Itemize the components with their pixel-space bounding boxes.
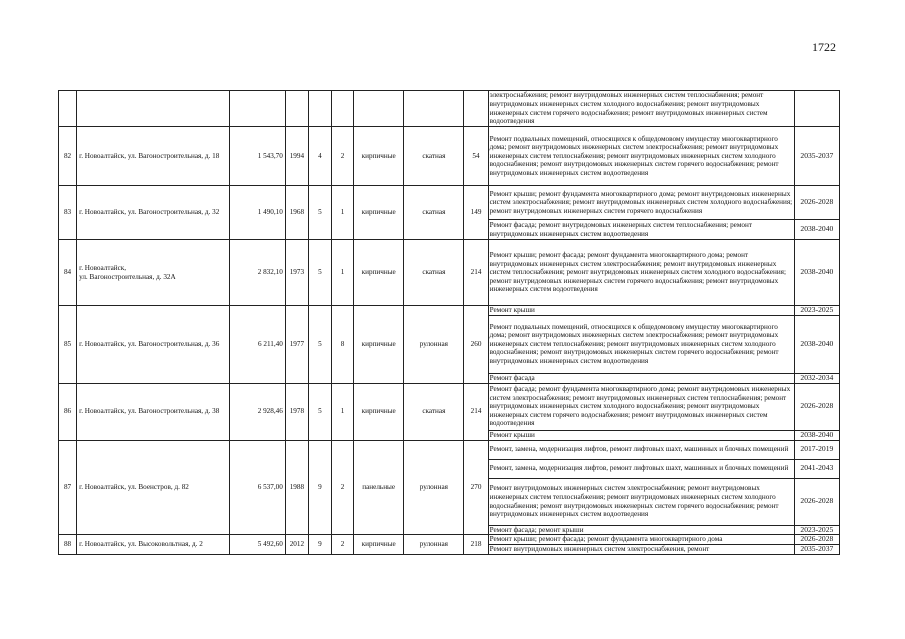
house-address: г. Новоалтайск, ул. Высоковольтная, д. 2 bbox=[77, 535, 230, 555]
house-floors: 5 bbox=[308, 306, 331, 384]
house-entrances: 1 bbox=[332, 383, 354, 440]
work-description: Ремонт подвальных помещений, относящихся к общедомовому имуществу многоквартирного дома; ремонт внутридомовых инженерных систем электроснабжения; ремонт внутридомовых инженерных систем теплоснабжения; ремонт внутридомовых инженерных систем холодного водоснабжения; ремонт внутридомовых инженерных систем горячего водоснабжения; ремонт внутридомовых инженерных систем водоотведения bbox=[488, 315, 794, 373]
house-entrances: 2 bbox=[332, 127, 354, 186]
house-year: 1973 bbox=[285, 240, 308, 306]
house-floors: 4 bbox=[308, 127, 331, 186]
house-area: 2 832,10 bbox=[229, 240, 285, 306]
house-entrances: 1 bbox=[332, 240, 354, 306]
work-description: Ремонт, замена, модернизация лифтов, ремонт лифтовых шахт, машинных и блочных помещений bbox=[488, 440, 794, 459]
house-floors: 5 bbox=[308, 383, 331, 440]
house-number: 86 bbox=[59, 383, 77, 440]
work-description: Ремонт фасада; ремонт фундамента многоквартирного дома; ремонт внутридомовых инженерных систем электроснабжения; ремонт внутридомовых инженерных систем теплоснабжения; ремонт внутридомовых инженерных систем холодного водоснабжения; ремонт внутридомовых инженерных систем горячего водоснабжения; ремонт внутридомовых инженерных систем водоотведения bbox=[488, 383, 794, 430]
work-period: 2026-2028 bbox=[794, 535, 839, 545]
house-entrances: 8 bbox=[332, 306, 354, 384]
work-description: Ремонт фасада; ремонт крыши bbox=[488, 525, 794, 535]
work-description: Ремонт крыши; ремонт фундамента многоквартирного дома; ремонт внутридомовых инженерных систем электроснабжения; ремонт внутридомовых инженерных систем холодного водоснабжения; ремонт внутридомовых инженерных систем горячего водоснабжения bbox=[488, 186, 794, 220]
house-year: 1978 bbox=[285, 383, 308, 440]
repair-schedule-table bbox=[58, 90, 840, 555]
house-number: 85 bbox=[59, 306, 77, 384]
house-entrances: 2 bbox=[332, 535, 354, 555]
roof-type: рулонная bbox=[404, 306, 464, 384]
house-floors: 9 bbox=[308, 440, 331, 535]
work-period: 2035-2037 bbox=[794, 127, 839, 186]
page-number: 1722 bbox=[812, 40, 836, 54]
work-period: 2041-2043 bbox=[794, 459, 839, 478]
house-entrances: 2 bbox=[332, 440, 354, 535]
house-address: г. Новоалтайск, ул. Вагоностроительная, д. 32 bbox=[77, 186, 230, 240]
house-year: 2012 bbox=[285, 535, 308, 555]
house-number: 82 bbox=[59, 127, 77, 186]
house-floors bbox=[308, 91, 331, 127]
house-year: 1994 bbox=[285, 127, 308, 186]
work-description: Ремонт крыши bbox=[488, 306, 794, 316]
work-period: 2038-2040 bbox=[794, 240, 839, 306]
house-area bbox=[229, 91, 285, 127]
table-row bbox=[59, 306, 840, 316]
wall-material: кирпичные bbox=[354, 127, 404, 186]
work-period: 2023-2025 bbox=[794, 525, 839, 535]
work-description: Ремонт крыши; ремонт фасада; ремонт фундамента многоквартирного дома bbox=[488, 535, 794, 545]
house-address: г. Новоалтайск, ул. Вагоностроительная, д. 36 bbox=[77, 306, 230, 384]
house-number bbox=[59, 91, 77, 127]
house-floors: 5 bbox=[308, 186, 331, 240]
work-description: Ремонт крыши; ремонт фасада; ремонт фундамента многоквартирного дома; ремонт внутридомовых инженерных систем электроснабжения; ремонт внутридомовых инженерных систем теплоснабжения; ремонт внутридомовых инженерных систем холодного водоснабжения; ремонт внутридомовых инженерных систем горячего водоснабжения; ремонт внутридомовых инженерных систем водоотведения bbox=[488, 240, 794, 306]
table-row bbox=[59, 383, 840, 430]
table-row bbox=[59, 186, 840, 220]
house-floors: 9 bbox=[308, 535, 331, 555]
house-area: 1 543,70 bbox=[229, 127, 285, 186]
work-period: 2017-2019 bbox=[794, 440, 839, 459]
residents-count: 270 bbox=[464, 440, 488, 535]
house-entrances: 1 bbox=[332, 186, 354, 240]
house-area: 1 490,10 bbox=[229, 186, 285, 240]
work-description: электроснабжения; ремонт внутридомовых инженерных систем теплоснабжения; ремонт внутридомовых инженерных систем холодного водоснабжения; ремонт внутридомовых инженерных систем горячего водоснабжения; ремонт внутридомовых инженерных систем водоотведения bbox=[488, 91, 794, 127]
work-description: Ремонт, замена, модернизация лифтов, ремонт лифтовых шахт, машинных и блочных помещений bbox=[488, 459, 794, 478]
roof-type: скатная bbox=[404, 127, 464, 186]
house-year: 1977 bbox=[285, 306, 308, 384]
house-address: г. Новоалтайск, ул. Вагоностроительная, д. 32А bbox=[77, 240, 230, 306]
table-row bbox=[59, 127, 840, 186]
work-description: Ремонт подвальных помещений, относящихся к общедомовому имуществу многоквартирного дома; ремонт внутридомовых инженерных систем электроснабжения; ремонт внутридомовых инженерных систем теплоснабжения; ремонт внутридомовых инженерных систем холодного водоснабжения; ремонт внутридомовых инженерных систем горячего водоснабжения; ремонт внутридомовых инженерных систем водоотведения bbox=[488, 127, 794, 186]
work-description: Ремонт фасада bbox=[488, 373, 794, 383]
wall-material: кирпичные bbox=[354, 186, 404, 240]
residents-count: 149 bbox=[464, 186, 488, 240]
wall-material: кирпичные bbox=[354, 240, 404, 306]
house-entrances bbox=[332, 91, 354, 127]
work-period: 2032-2034 bbox=[794, 373, 839, 383]
residents-count: 260 bbox=[464, 306, 488, 384]
residents-count: 214 bbox=[464, 240, 488, 306]
house-area: 6 211,40 bbox=[229, 306, 285, 384]
work-description: Ремонт крыши bbox=[488, 430, 794, 440]
table-row bbox=[59, 240, 840, 306]
roof-type: скатная bbox=[404, 240, 464, 306]
wall-material: кирпичные bbox=[354, 383, 404, 440]
work-period: 2038-2040 bbox=[794, 430, 839, 440]
house-area: 5 492,60 bbox=[229, 535, 285, 555]
table-row bbox=[59, 440, 840, 459]
house-year: 1968 bbox=[285, 186, 308, 240]
residents-count bbox=[464, 91, 488, 127]
house-address: г. Новоалтайск, ул. Военстров, д. 82 bbox=[77, 440, 230, 535]
work-period: 2038-2040 bbox=[794, 315, 839, 373]
table-row bbox=[59, 535, 840, 545]
house-year: 1988 bbox=[285, 440, 308, 535]
roof-type bbox=[404, 91, 464, 127]
house-number: 84 bbox=[59, 240, 77, 306]
work-description: Ремонт фасада; ремонт внутридомовых инженерных систем теплоснабжения; ремонт внутридомовых инженерных систем водоотведения bbox=[488, 220, 794, 240]
roof-type: скатная bbox=[404, 383, 464, 440]
work-period: 2026-2028 bbox=[794, 478, 839, 525]
wall-material bbox=[354, 91, 404, 127]
house-year bbox=[285, 91, 308, 127]
residents-count: 214 bbox=[464, 383, 488, 440]
house-floors: 5 bbox=[308, 240, 331, 306]
wall-material: кирпичные bbox=[354, 535, 404, 555]
table-row bbox=[59, 91, 840, 127]
work-description: Ремонт внутридомовых инженерных систем электроснабжения; ремонт внутридомовых инженерных систем теплоснабжения; ремонт внутридомовых инженерных систем холодного водоснабжения; ремонт внутридомовых инженерных систем горячего водоснабжения; ремонт внутридомовых инженерных систем водоотведения bbox=[488, 478, 794, 525]
residents-count: 54 bbox=[464, 127, 488, 186]
house-number: 87 bbox=[59, 440, 77, 535]
work-period bbox=[794, 91, 839, 127]
work-description: Ремонт внутридомовых инженерных систем электроснабжения, ремонт bbox=[488, 545, 794, 555]
house-area: 6 537,00 bbox=[229, 440, 285, 535]
house-address: г. Новоалтайск, ул. Вагоностроительная, д. 38 bbox=[77, 383, 230, 440]
wall-material: кирпичные bbox=[354, 306, 404, 384]
residents-count: 218 bbox=[464, 535, 488, 555]
house-number: 88 bbox=[59, 535, 77, 555]
work-period: 2035-2037 bbox=[794, 545, 839, 555]
roof-type: рулонная bbox=[404, 535, 464, 555]
house-address bbox=[77, 91, 230, 127]
house-address: г. Новоалтайск, ул. Вагоностроительная, д. 18 bbox=[77, 127, 230, 186]
roof-type: рулонная bbox=[404, 440, 464, 535]
work-period: 2026-2028 bbox=[794, 383, 839, 430]
wall-material: панельные bbox=[354, 440, 404, 535]
work-period: 2023-2025 bbox=[794, 306, 839, 316]
work-period: 2038-2040 bbox=[794, 220, 839, 240]
work-period: 2026-2028 bbox=[794, 186, 839, 220]
house-area: 2 928,46 bbox=[229, 383, 285, 440]
roof-type: скатная bbox=[404, 186, 464, 240]
house-number: 83 bbox=[59, 186, 77, 240]
